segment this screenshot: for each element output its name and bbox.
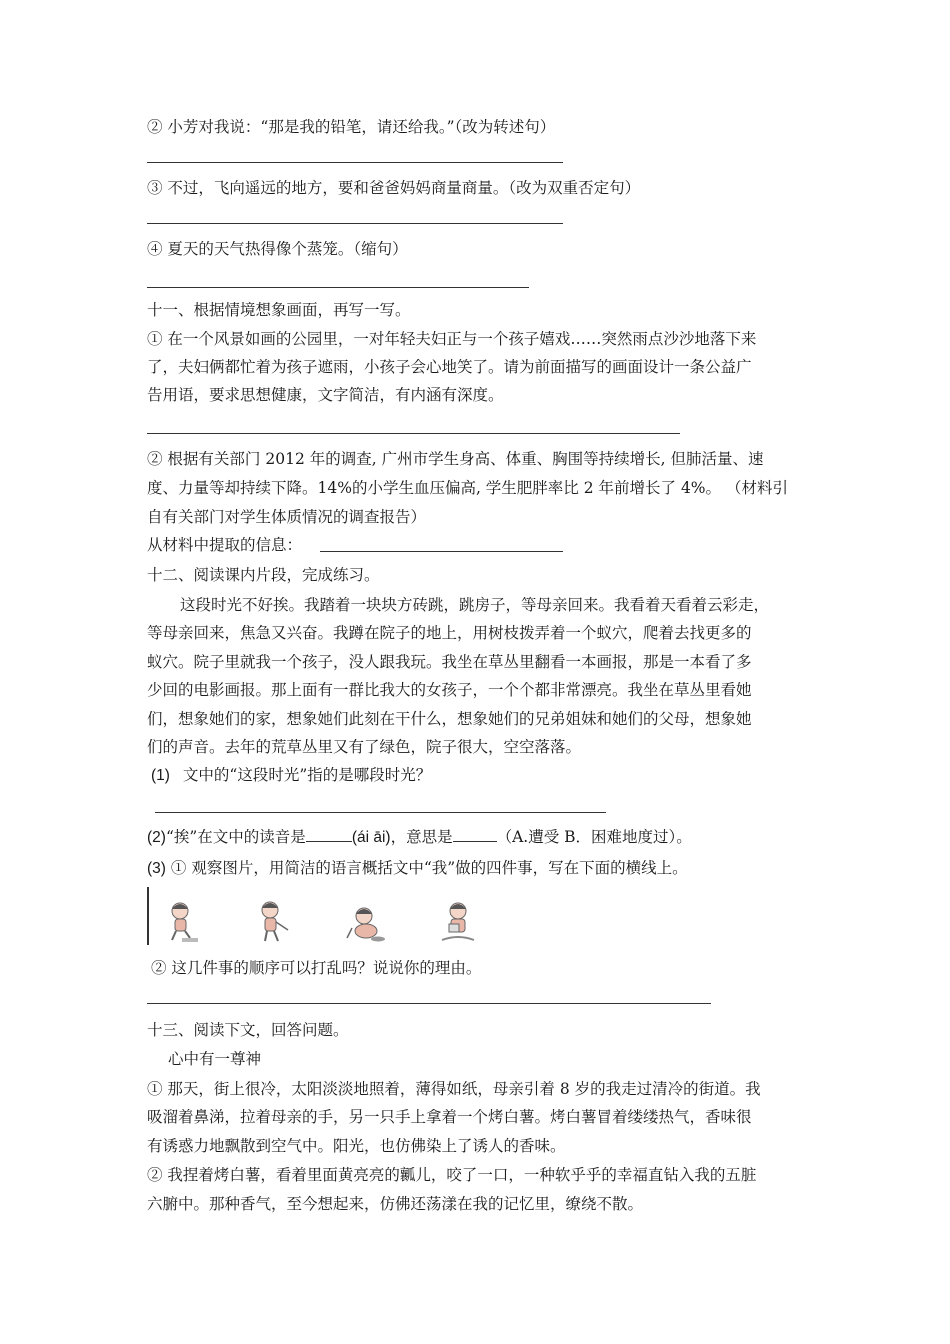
s13-p1-line: 吸溜着鼻涕，拉着母亲的手，另一只手上拿着一个烤白薯。烤白薯冒着缕缕热气，香味很: [147, 1108, 752, 1126]
q3-text: ③ 不过，飞向遥远的地方，要和爸爸妈妈商量商量。（改为双重否定句）: [147, 179, 641, 197]
q2-text: ② 小芳对我说：“那是我的铅笔，请还给我。”（改为转述句）: [147, 118, 556, 136]
blank-meaning[interactable]: [453, 841, 497, 842]
s12-q3: [147, 857, 688, 880]
answer-line-q3[interactable]: [147, 223, 563, 224]
passage-line: 们的声音。去年的荒草丛里又有了绿色，院子很大，空空落落。: [147, 738, 582, 756]
q4-text: ④ 夏天的天气热得像个蒸笼。（缩句）: [147, 240, 408, 258]
answer-line-q4[interactable]: [147, 287, 529, 288]
q2-part-a: “挨”在文中的读音是: [165, 828, 306, 846]
child-hopscotch-illustration: [160, 898, 204, 944]
section-12-heading: 十二、阅读课内片段，完成练习。: [147, 566, 380, 584]
section-11-heading: 十一、根据情境想象画面，再写一写。: [147, 301, 411, 319]
s12-q3-sub: ② 这几件事的顺序可以打乱吗？说说你的理由。: [151, 959, 482, 977]
picture-frame-edge: [147, 887, 149, 945]
essay-title: 心中有一尊神: [168, 1050, 262, 1068]
s12-q2: [147, 826, 692, 849]
passage-line: 蚁穴。院子里就我一个孩子，没人跟我玩。我坐在草丛里翻看一本画报，那是一本看了多: [147, 653, 752, 671]
answer-line-s11-1[interactable]: [147, 433, 680, 434]
s11-p1-line: 了，夫妇俩都忙着为孩子遮雨，小孩子会心地笑了。请为前面描写的画面设计一条公益广: [147, 358, 752, 376]
s13-p2-line: ② 我捏着烤白薯，看着里面黄亮亮的瓤儿，咬了一口，一种软乎乎的幸福直钻入我的五脏: [147, 1166, 757, 1184]
answer-line-s12-q1[interactable]: [155, 812, 606, 813]
extract-info-label: 从材料中提取的信息：: [147, 536, 303, 554]
q1-text: 文中的“这段时光”指的是哪段时光？: [182, 766, 432, 784]
passage-line: 等母亲回来，焦急又兴奋。我蹲在院子的地上，用树枝拨弄着一个蚁穴，爬着去找更多的: [147, 624, 752, 642]
q2-part-b: ，意思是: [390, 828, 453, 846]
s13-p1-line: ① 那天，街上很冷，太阳淡淡地照着，薄得如纸，母亲引着 8 岁的我走过清冷的街道。我: [147, 1080, 761, 1098]
q3-text: ① 观察图片，用简洁的语言概括文中“我”做的四件事，写在下面的横线上。: [170, 859, 688, 877]
answer-line-extract[interactable]: [320, 551, 563, 552]
s11-p2-line: ② 根据有关部门 2012 年的调查, 广州市学生身高、体重、胸围等持续增长, 但肺活量、速: [147, 450, 764, 468]
passage-line: 少回的电影画报。那上面有一群比我大的女孩子，一个个都非常漂亮。我坐在草丛里看她: [147, 681, 752, 699]
s13-p2-line: 六腑中。那种香气，至今想起来，仿佛还荡漾在我的记忆里，缭绕不散。: [147, 1195, 644, 1213]
child-looking-at-sky-illustration: [252, 898, 296, 944]
blank-pronunciation[interactable]: [306, 841, 352, 842]
s11-p2-line: 自有关部门对学生体质情况的调查报告）: [147, 508, 427, 526]
passage-line: 这段时光不好挨。我踏着一块块方砖跳，跳房子，等母亲回来。我看着天看着云彩走，: [180, 596, 770, 614]
q2-options: （A.遭受 B．困难地度过）。: [496, 828, 692, 846]
s12-q1: [151, 764, 431, 787]
q1-number: (1): [151, 767, 170, 784]
s11-p1-line: ① 在一个风景如画的公园里，一对年轻夫妇正与一个孩子嬉戏……突然雨点沙沙地落下来: [147, 330, 757, 348]
section-13-heading: 十三、阅读下文，回答问题。: [147, 1021, 349, 1039]
q2-number: (2): [147, 829, 166, 846]
passage-line: 们，想象她们的家，想象她们此刻在干什么，想象她们的兄弟姐妹和她们的父母，想象她: [147, 710, 752, 728]
s13-p1-line: 有诱惑力地飘散到空气中。阳光，也仿佛染上了诱人的香味。: [147, 1137, 566, 1155]
q3-number: (3): [147, 860, 166, 877]
s11-p1-line: 告用语，要求思想健康，文字简洁，有内涵有深度。: [147, 386, 504, 404]
answer-line-q2[interactable]: [147, 162, 563, 163]
q2-pinyin: (ái āi): [351, 829, 391, 846]
answer-line-s12-q3[interactable]: [147, 1003, 711, 1004]
child-poking-ant-nest-illustration: [344, 898, 388, 944]
child-reading-magazine-illustration: [436, 898, 480, 944]
s11-p2-line: 度、力量等却持续下降。14%的小学生血压偏高, 学生肥胖率比 2 年前增长了 4%。 （材料引: [147, 479, 788, 497]
